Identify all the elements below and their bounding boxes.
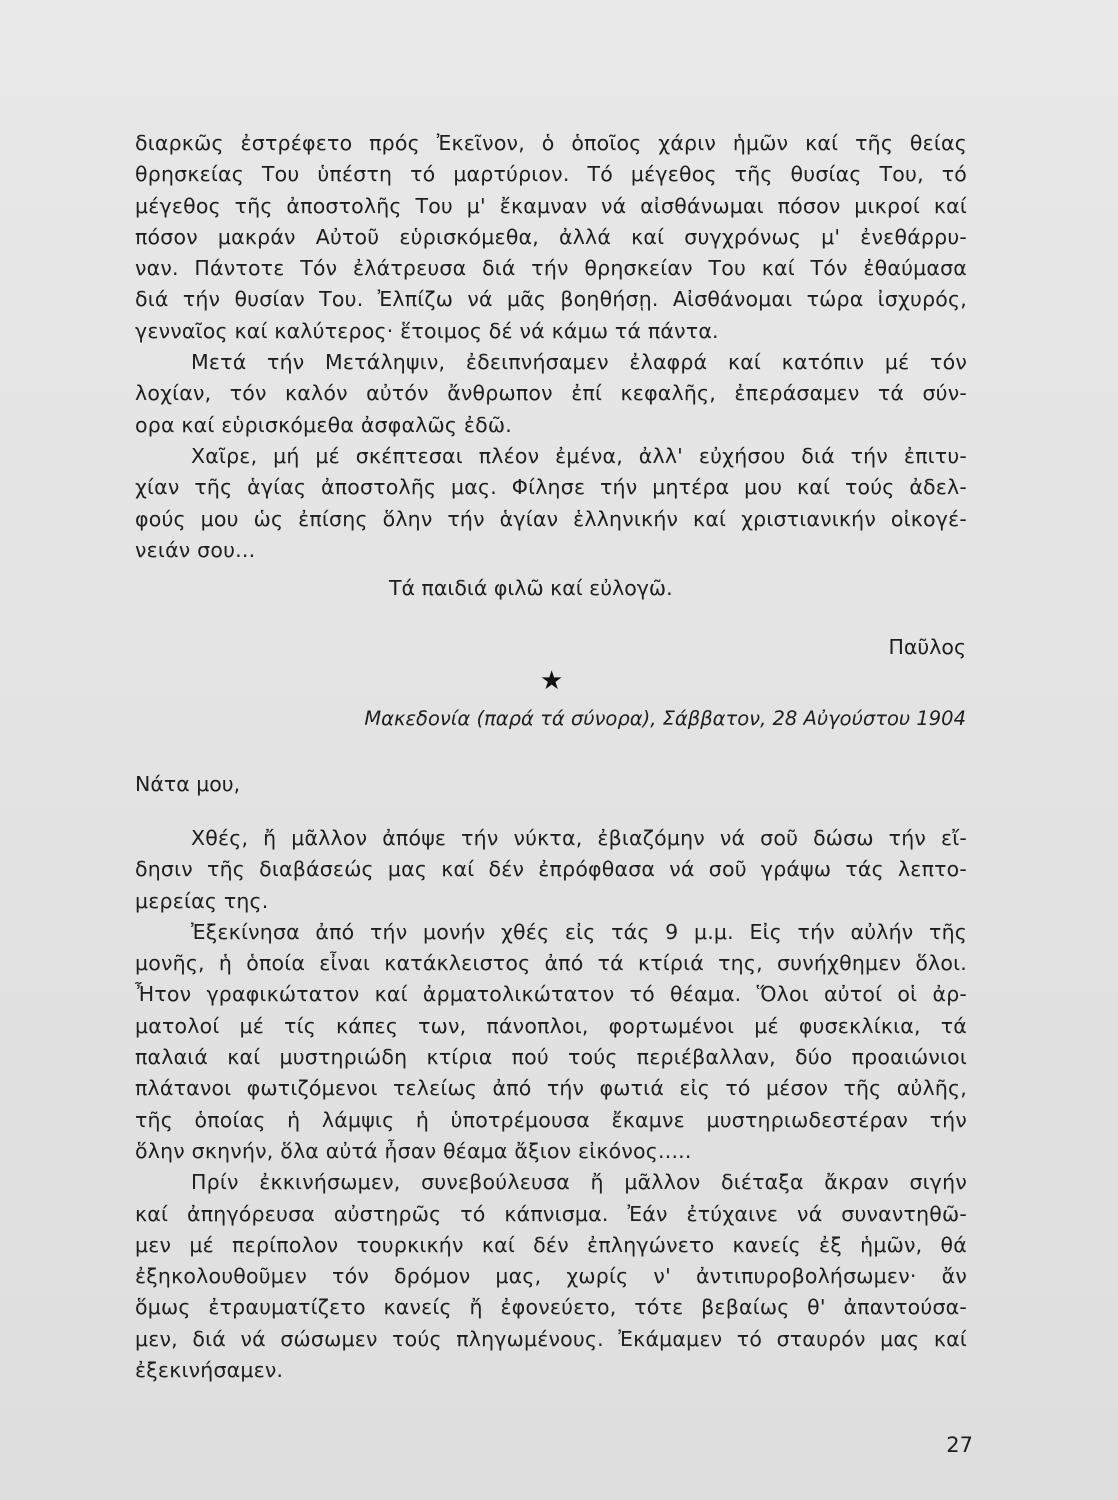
text-line: θρησκείας Του ὑπέστη τό μαρτύριον. Τό μέγεθος τῆς θυσίας Του, τό [135,162,967,187]
letter-2-body [135,823,967,1386]
salutation: Νάτα μου, [135,772,241,796]
text-line: ματολοί μέ τίς κάπες των, πάνοπλοι, φορτωμένοι μέ φυσεκλίκια, τά [135,1013,967,1038]
dateline: Μακεδονία (παρά τά σύνορα), Σάββατον, 28 Αὐγούστου 1904 [364,707,966,730]
text-line: ἐξηκολουθοῦμεν τόν δρόμον μας, χωρίς ν' ἀντιπυροβολήσωμεν· ἄν [135,1264,967,1289]
signature: Παῦλος [888,635,966,659]
text-line: Χαῖρε, μή μέ σκέπτεσαι πλέον ἐμένα, ἀλλ' εὐχήσου διά τήν ἐπιτυ- [191,443,967,468]
text-line: ορα καί εὑρισκόμεθα ἀσφαλῶς ἐδῶ. [135,412,512,437]
text-line: ἐξεκινήσαμεν. [135,1358,284,1383]
text-line: τῆς ὁποίας ἡ λάμψις ἡ ὑποτρέμουσα ἔκαμνε μυστηριωδεστέραν τήν [135,1107,967,1132]
text-line: ὅμως ἐτραυματίζετο κανείς ἤ ἐφονεύετο, τότε βεβαίως θ' ἀπαντούσα- [135,1295,967,1320]
page-number: 27 [946,1433,973,1457]
text-line: Ἐξεκίνησα ἀπό τήν μονήν χθές εἰς τάς 9 μ.μ. Εἰς τήν αὐλήν τῆς [191,919,967,944]
text-line: μονῆς, ἡ ὁποία εἶναι κατάκλειστος ἀπό τά κτίριά της, συνήχθημεν ὅλοι. [135,951,967,976]
text-line: μεν, διά νά σώσωμεν τούς πληγωμένους. Ἐκάμαμεν τό σταυρόν μας καί [135,1326,967,1351]
letter-1-body [135,128,967,566]
text-line: χίαν τῆς ἁγίας ἀποστολῆς μας. Φίλησε τήν μητέρα μου καί τούς ἀδελ- [135,475,967,500]
text-line: διά τήν θυσίαν Του. Ἐλπίζω νά μᾶς βοηθήσῃ. Αἰσθάνομαι τώρα ἰσχυρός, [135,287,967,312]
text-line: πόσον μακράν Αὐτοῦ εὑρισκόμεθα, ἀλλά καί συγχρόνως μ' ἐνεθάρρυ- [135,224,967,249]
text-line: ὅλην σκηνήν, ὅλα αὐτά ἦσαν θέαμα ἄξιον εἰκόνος..... [135,1138,692,1163]
star-separator-icon: ★ [540,666,564,696]
text-line: Χθές, ἤ μᾶλλον ἀπόψε τήν νύκτα, ἐβιαζόμην νά σοῦ δώσω τήν εἴ- [191,826,967,850]
text-line: φούς μου ὡς ἐπίσης ὅλην τήν ἁγίαν ἑλληνικήν καί χριστιανικήν οἰκογέ- [135,506,967,531]
text-line: διαρκῶς ἐστρέφετο πρός Ἐκεῖνον, ὁ ὁποῖος χάριν ἡμῶν καί τῆς θείας [135,131,967,155]
text-line: νειάν σου... [135,537,256,562]
text-line: καί ἀπηγόρευσα αὐστηρῶς τό κάπνισμα. Ἐάν ἐτύχαινε νά συναντηθῶ- [135,1201,967,1226]
text-line: δησιν τῆς διαβάσεώς μας καί δέν ἐπρόφθασα νά σοῦ γράψω τάς λεπτο- [135,857,967,882]
text-line: ναν. Πάντοτε Τόν ἐλάτρευσα διά τήν θρησκείαν Του καί Τόν ἐθαύμασα [135,256,967,281]
text-line: Μετά τήν Μετάληψιν, ἐδειπνήσαμεν ἐλαφρά καί κατόπιν μέ τόν [191,350,967,375]
text-line: γενναῖος καί καλύτερος· ἕτοιμος δέ νά κάμω τά πάντα. [135,318,719,343]
text-line: μερείας της. [135,888,269,913]
text-line: λοχίαν, τόν καλόν αὐτόν ἄνθρωπον ἐπί κεφαλῆς, ἐπεράσαμεν τά σύν- [135,381,967,406]
text-line: Πρίν ἐκκινήσωμεν, συνεβούλευσα ἤ μᾶλλον διέταξα ἄκραν σιγήν [191,1170,967,1195]
text-line: πλάτανοι φωτιζόμενοι τελείως ἀπό τήν φωτιά εἰς τό μέσον τῆς αὐλῆς, [135,1076,967,1101]
text-line: Ἦτον γραφικώτατον καί ἀρματολικώτατον τό θέαμα. Ὅλοι αὐτοί οἱ ἀρ- [135,982,967,1007]
text-line: μέγεθος τῆς ἀποστολῆς Του μ' ἔκαμναν νά αἰσθάνωμαι πόσον μικροί καί [135,193,967,218]
text-line: παλαιά καί μυστηριώδη κτίρια πού τούς περιέβαλλαν, δύο προαιώνιοι [135,1045,967,1070]
text-line: μεν μέ περίπολον τουρκικήν καί δέν ἐπληγώνετο κανείς ἐξ ἡμῶν, θά [135,1232,967,1257]
letter-closing: Τά παιδιά φιλῶ καί εὐλογῶ. [389,576,673,600]
